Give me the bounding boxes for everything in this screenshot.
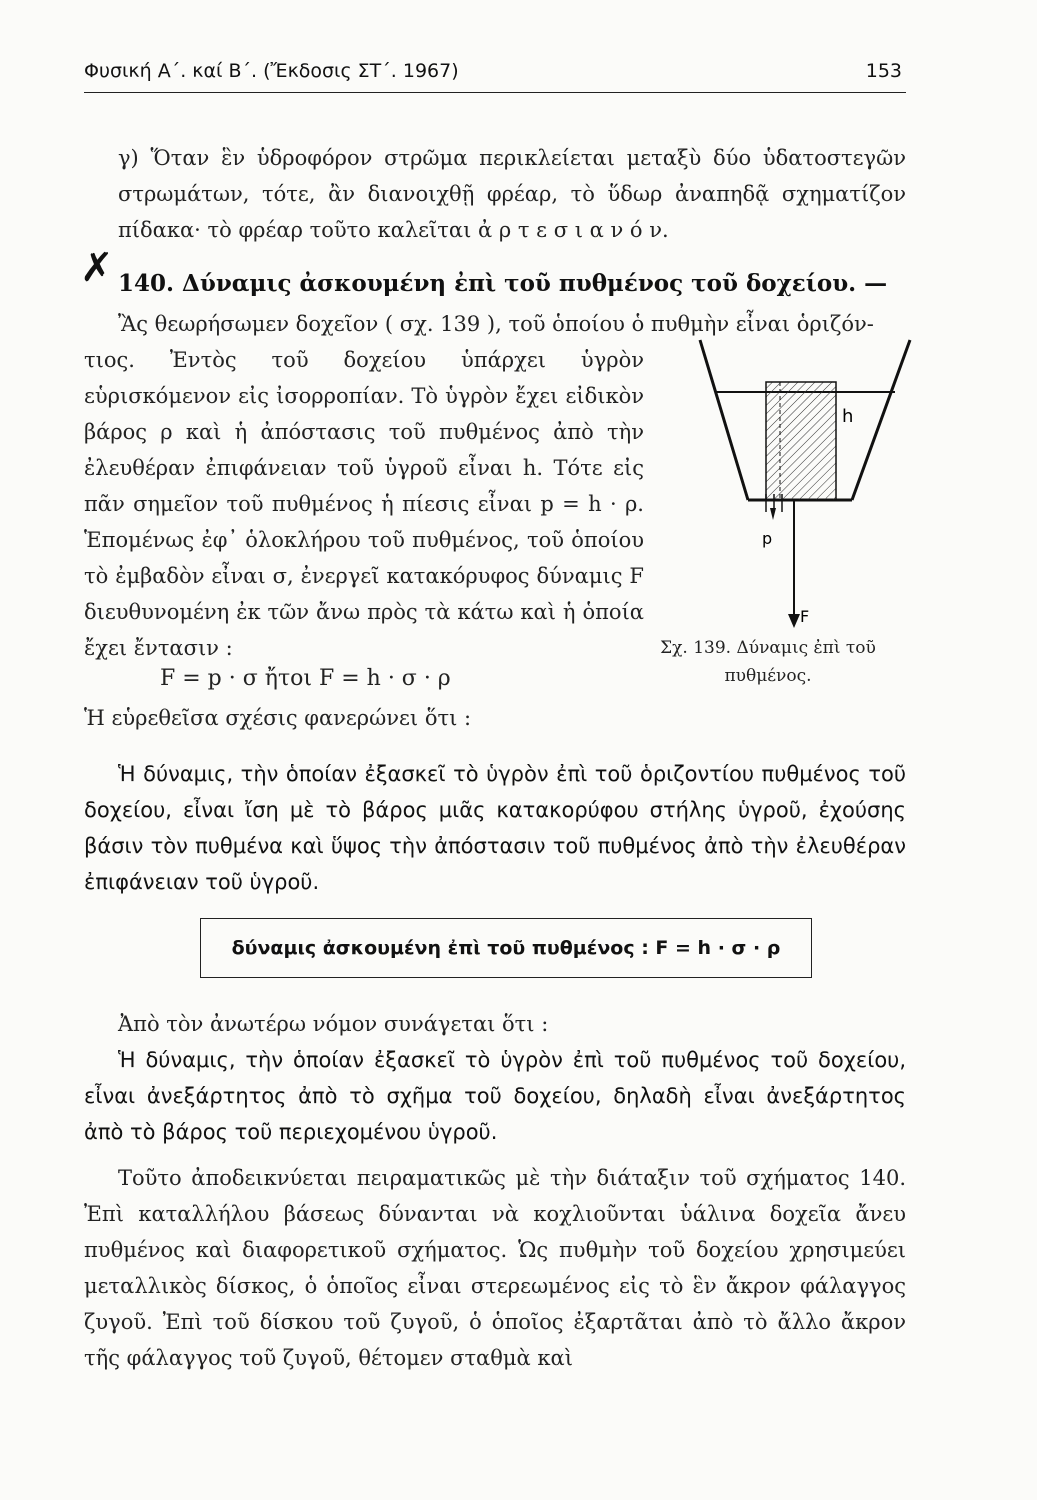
force-arrowhead	[788, 614, 800, 628]
vessel-right-wall	[852, 340, 910, 500]
liquid-column	[766, 382, 836, 500]
force-formula: F = p · σ ἤτοι F = h · σ · ρ	[160, 666, 451, 691]
law-statement-1: Ἡ δύναμις, τὴν ὁποίαν ἐξασκεῖ τὸ ὑγρὸν ἐπὶ τοῦ ὁριζοντίου πυθμένος τοῦ δοχείου, εἶναι ἴση μὲ τὸ βάρος μιᾶς κατακορύφου στήλης ὑγροῦ, ἐχούσης βάσιν τὸν πυθμένα καὶ ὕψος τὴν ἀπόστασιν τοῦ πυθμένος ἀπὸ τὴν ἐλευθέραν ἐπιφάνειαν τοῦ ὑγροῦ.	[84, 762, 906, 894]
paragraph-140-line: Ἂς θεωρήσωμεν δοχεῖον ( σχ. 139 ), τοῦ ὁποίου ὁ πυθμὴν εἶναι ὁριζόν-	[118, 312, 874, 336]
pressure-arrowhead	[770, 508, 776, 520]
running-title: Φυσική Α΄. καί Β΄. (Ἔκδοσις ΣΤ΄. 1967)	[84, 60, 459, 82]
derive-line: Ἀπὸ τὸν ἀνωτέρω νόμον συνάγεται ὅτι :	[118, 1012, 549, 1036]
paragraph-140-body: τιος. Ἐντὸς τοῦ δοχείου ὑπάρχει ὑγρὸν εὑρισκόμενον εἰς ἰσορροπίαν. Τὸ ὑγρὸν ἔχει εἰδικὸν βάρος ρ καὶ ἡ ἀπόστασις τοῦ πυθμένος ἀπὸ τὴν ἐλευθέραν ἐπιφάνειαν τοῦ ὑγροῦ εἶναι h. Τότε εἰς πᾶν σημεῖον τοῦ πυθμένος ἡ πίεσις εἶναι p = h · ρ. Ἑπομένως ἐφ᾽ ὁλοκλήρου τοῦ πυθμένος, τοῦ ὁποίου τὸ ἐμβαδὸν εἶναι σ, ἐνεργεῖ κατακόρυφος δύναμις F διευθυνομένη ἐκ τῶν ἄνω πρὸς τὰ κάτω καὶ ἡ ὁποία ἔχει ἔντασιν :	[84, 348, 644, 660]
boxed-formula: δύναμις ἀσκουμένη ἐπὶ τοῦ πυθμένος : F = h · σ · ρ	[200, 918, 812, 978]
vessel-left-wall	[700, 340, 748, 500]
handwritten-mark: ✗	[80, 245, 114, 291]
p-label: p	[762, 529, 773, 548]
paragraph-experiment: Τοῦτο ἀποδεικνύεται πειραματικῶς μὲ τὴν διάταξιν τοῦ σχήματος 140. Ἐπὶ καταλλήλου βάσεως δύνανται νὰ κοχλιοῦνται ὑάλινα δοχεῖα ἄνευ πυθμένος καὶ διαφορετικοῦ σχήματος. Ὡς πυθμὴν τοῦ δοχείου χρησιμεύει μεταλλικὸς δίσκος, ὁ ὁποῖος εἶναι στερεωμένος εἰς τὸ ἓν ἄκρον φάλαγγος ζυγοῦ. Ἐπὶ τοῦ δίσκου τοῦ ζυγοῦ, ὁ ὁποῖος ἐξαρτᾶται ἀπὸ τὸ ἄλλο ἄκρον τῆς φάλαγγος τοῦ ζυγοῦ, θέτομεν σταθμὰ καὶ	[84, 1166, 906, 1370]
paragraph-gamma: γ) Ὅταν ἓν ὑδροφόρον στρῶμα περικλείεται μεταξὺ δύο ὑδατοστεγῶν στρωμάτων, τότε, ἂν διανοιχθῇ φρέαρ, τὸ ὕδωρ ἀναπηδᾷ σχηματίζον πίδακα· τὸ φρέαρ τοῦτο καλεῖται ἀ ρ τ ε σ ι α ν ό ν.	[118, 146, 906, 242]
figure-caption: Σχ. 139. Δύναμις ἐπὶ τοῦ πυθμένος.	[660, 638, 876, 686]
found-relation-line: Ἡ εὑρεθεῖσα σχέσις φανερώνει ὅτι :	[84, 706, 472, 730]
page-header	[84, 60, 906, 93]
section-title: 140. Δύναμις ἀσκουμένη ἐπὶ τοῦ πυθμένος τοῦ δοχείου. —	[118, 270, 888, 297]
h-label: h	[842, 406, 854, 427]
f-label: F	[800, 607, 810, 626]
law-statement-2: Ἡ δύναμις, τὴν ὁποίαν ἐξασκεῖ τὸ ὑγρὸν ἐπὶ τοῦ πυθμένος τοῦ δοχείου, εἶναι ἀνεξάρτητος ἀπὸ τὸ σχῆμα τοῦ δοχείου, δηλαδὴ εἶναι ἀνεξάρτητος ἀπὸ τὸ βάρος τοῦ περιεχομένου ὑγροῦ.	[84, 1048, 906, 1144]
page-number: 153	[865, 60, 902, 82]
